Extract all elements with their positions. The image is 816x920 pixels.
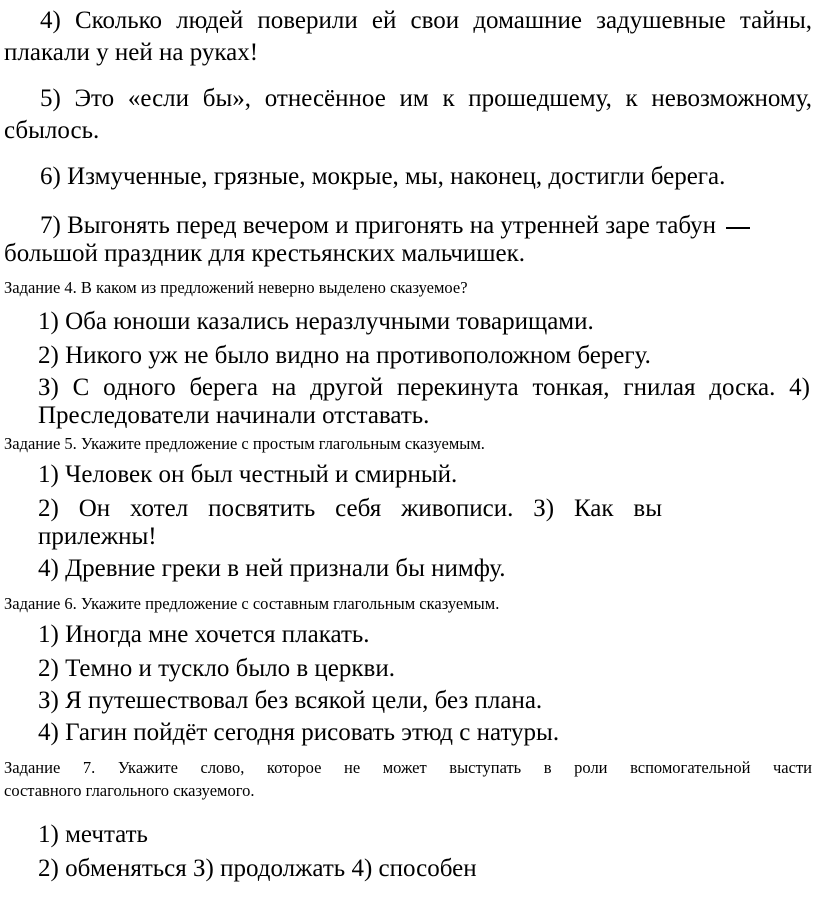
task-6-option-4: 4) Гагин пойдёт сегодня рисовать этюд с натуры. (38, 719, 560, 746)
sentence-5-line-1: 5) Это «если бы», отнесённое им к прошедшему, к невозможному, (40, 85, 812, 112)
task-6-option-2: 2) Темно и тускло было в церкви. (38, 655, 395, 682)
sentence-4-line-1: 4) Сколько людей поверили ей свои домашние задушевные тайны, (40, 7, 812, 34)
sentence-5-line-2: сбылось. (4, 117, 100, 144)
sentence-7-line-1 (40, 213, 750, 238)
task-7-option-1: 1) мечтать (38, 821, 148, 848)
task-5-option-1: 1) Человек он был честный и смирный. (38, 461, 458, 488)
task-6-option-1: 1) Иногда мне хочется плакать. (38, 621, 370, 648)
sentence-6: 6) Измученные, грязные, мокрые, мы, наконец, достигли берега. (40, 163, 726, 190)
task-6-option-3: З) Я путешествовал без всякой цели, без плана. (38, 687, 543, 714)
task-4-title: Задание 4. В каком из предложений неверно выделено сказуемое? (4, 278, 468, 297)
task-5-title: Задание 5. Укажите предложение с простым глагольным сказуемым. (4, 434, 485, 453)
task-7-option-2: 2) обменяться З) продолжать 4) способен (38, 855, 477, 882)
task-4-option-3-line-2: Преследователи начинали отставать. (38, 402, 430, 429)
dash-mark (726, 225, 750, 229)
task-7-title-line-1: Задание 7. Укажите слово, которое не может выступать в роли вспомогательной части (4, 758, 812, 777)
sentence-4-line-2: плакали у ней на руках! (4, 39, 259, 66)
task-7-title-line-2: составного глагольного сказуемого. (4, 781, 255, 800)
task-5-option-4: 4) Древние греки в ней признали бы нимфу. (38, 555, 506, 582)
task-6-title: Задание 6. Укажите предложение с составным глагольным сказуемым. (4, 594, 500, 613)
task-4-option-1: 1) Оба юноши казались неразлучными товарищами. (38, 308, 594, 335)
task-4-option-2: 2) Никого уж не было видно на противоположном берегу. (38, 342, 651, 369)
task-5-option-2-line-2: прилежны! (38, 523, 157, 550)
task-5-option-2-line-1: 2) Он хотел посвятить себя живописи. З) Как вы (38, 495, 662, 522)
task-4-option-3-line-1: З) С одного берега на другой перекинута тонкая, гнилая доска. 4) (38, 374, 810, 401)
sentence-7-text: 7) Выгонять перед вечером и пригонять на утренней заре табун (40, 212, 717, 239)
sentence-7-line-2: большой праздник для крестьянских мальчишек. (4, 240, 526, 267)
